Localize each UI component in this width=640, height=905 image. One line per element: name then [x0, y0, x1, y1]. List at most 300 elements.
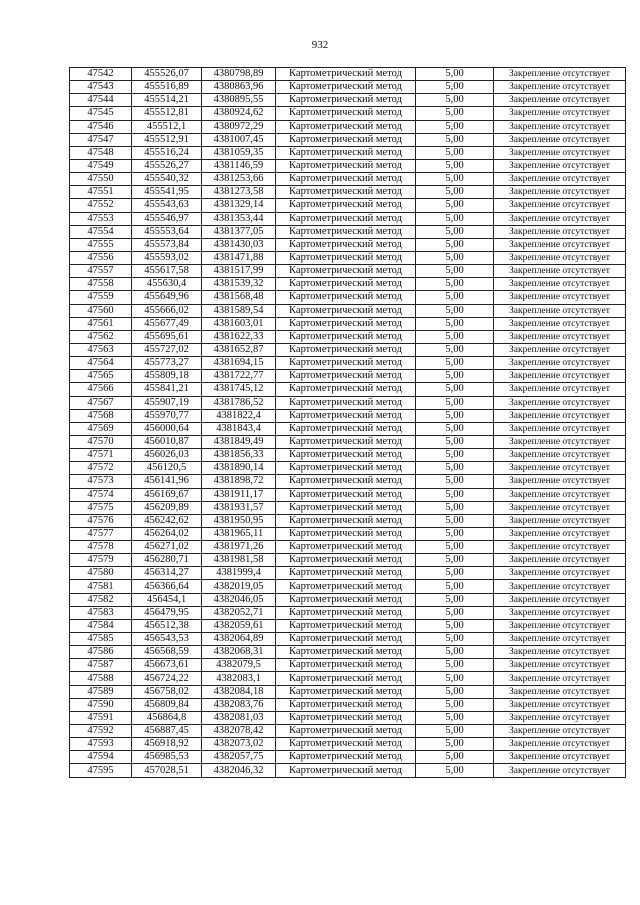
- accuracy-cell: 5,00: [416, 225, 494, 238]
- y-coordinate-cell: 4382046,32: [202, 764, 276, 777]
- fixing-cell: Закрепление отсутствует: [494, 409, 626, 422]
- method-cell: Картометрический метод: [276, 514, 416, 527]
- accuracy-cell: 5,00: [416, 68, 494, 81]
- table-row: [70, 751, 626, 764]
- table-row: [70, 646, 626, 659]
- fixing-cell: Закрепление отсутствует: [494, 685, 626, 698]
- point-number-cell: 47584: [70, 619, 132, 632]
- y-coordinate-cell: 4381622,33: [202, 330, 276, 343]
- point-number-cell: 47542: [70, 68, 132, 81]
- method-cell: Картометрический метод: [276, 554, 416, 567]
- point-number-cell: 47577: [70, 527, 132, 540]
- point-number-cell: 47579: [70, 554, 132, 567]
- table-row: [70, 291, 626, 304]
- table-row: [70, 238, 626, 251]
- x-coordinate-cell: 456169,67: [132, 488, 202, 501]
- method-cell: Картометрический метод: [276, 317, 416, 330]
- point-number-cell: 47545: [70, 107, 132, 120]
- y-coordinate-cell: 4381589,54: [202, 304, 276, 317]
- point-number-cell: 47595: [70, 764, 132, 777]
- page-number: 932: [311, 39, 329, 51]
- x-coordinate-cell: 455677,49: [132, 317, 202, 330]
- y-coordinate-cell: 4381253,66: [202, 173, 276, 186]
- method-cell: Картометрический метод: [276, 357, 416, 370]
- point-number-cell: 47587: [70, 659, 132, 672]
- method-cell: Картометрический метод: [276, 265, 416, 278]
- accuracy-cell: 5,00: [416, 606, 494, 619]
- point-number-cell: 47593: [70, 738, 132, 751]
- method-cell: Картометрический метод: [276, 422, 416, 435]
- x-coordinate-cell: 456918,92: [132, 738, 202, 751]
- y-coordinate-cell: 4380972,29: [202, 120, 276, 133]
- fixing-cell: Закрепление отсутствует: [494, 554, 626, 567]
- accuracy-cell: 5,00: [416, 291, 494, 304]
- point-number-cell: 47558: [70, 278, 132, 291]
- table-row: [70, 725, 626, 738]
- point-number-cell: 47591: [70, 711, 132, 724]
- method-cell: Картометрический метод: [276, 685, 416, 698]
- x-coordinate-cell: 456724,22: [132, 672, 202, 685]
- y-coordinate-cell: 4380924,62: [202, 107, 276, 120]
- x-coordinate-cell: 455809,18: [132, 370, 202, 383]
- x-coordinate-cell: 455907,19: [132, 396, 202, 409]
- point-number-cell: 47569: [70, 422, 132, 435]
- fixing-cell: Закрепление отсутствует: [494, 764, 626, 777]
- fixing-cell: Закрепление отсутствует: [494, 199, 626, 212]
- x-coordinate-cell: 456809,84: [132, 698, 202, 711]
- method-cell: Картометрический метод: [276, 633, 416, 646]
- fixing-cell: Закрепление отсутствует: [494, 422, 626, 435]
- accuracy-cell: 5,00: [416, 449, 494, 462]
- y-coordinate-cell: 4381329,14: [202, 199, 276, 212]
- fixing-cell: Закрепление отсутствует: [494, 81, 626, 94]
- x-coordinate-cell: 456568,59: [132, 646, 202, 659]
- method-cell: Картометрический метод: [276, 698, 416, 711]
- fixing-cell: Закрепление отсутствует: [494, 725, 626, 738]
- point-number-cell: 47543: [70, 81, 132, 94]
- method-cell: Картометрический метод: [276, 238, 416, 251]
- point-number-cell: 47546: [70, 120, 132, 133]
- y-coordinate-cell: 4380895,55: [202, 94, 276, 107]
- x-coordinate-cell: 456864,8: [132, 711, 202, 724]
- table-row: [70, 173, 626, 186]
- fixing-cell: Закрепление отсутствует: [494, 567, 626, 580]
- x-coordinate-cell: 455526,27: [132, 159, 202, 172]
- point-number-cell: 47549: [70, 159, 132, 172]
- point-number-cell: 47576: [70, 514, 132, 527]
- fixing-cell: Закрепление отсутствует: [494, 698, 626, 711]
- x-coordinate-cell: 456512,38: [132, 619, 202, 632]
- fixing-cell: Закрепление отсутствует: [494, 173, 626, 186]
- y-coordinate-cell: 4382079,5: [202, 659, 276, 672]
- method-cell: Картометрический метод: [276, 488, 416, 501]
- method-cell: Картометрический метод: [276, 659, 416, 672]
- y-coordinate-cell: 4381971,26: [202, 541, 276, 554]
- accuracy-cell: 5,00: [416, 186, 494, 199]
- table-row: [70, 698, 626, 711]
- method-cell: Картометрический метод: [276, 94, 416, 107]
- table-row: [70, 580, 626, 593]
- y-coordinate-cell: 4381950,95: [202, 514, 276, 527]
- fixing-cell: Закрепление отсутствует: [494, 619, 626, 632]
- x-coordinate-cell: 455649,96: [132, 291, 202, 304]
- fixing-cell: Закрепление отсутствует: [494, 120, 626, 133]
- x-coordinate-cell: 455541,95: [132, 186, 202, 199]
- accuracy-cell: 5,00: [416, 554, 494, 567]
- method-cell: Картометрический метод: [276, 449, 416, 462]
- point-number-cell: 47553: [70, 212, 132, 225]
- method-cell: Картометрический метод: [276, 751, 416, 764]
- fixing-cell: Закрепление отсутствует: [494, 527, 626, 540]
- y-coordinate-cell: 4381377,05: [202, 225, 276, 238]
- coordinates-table: [69, 67, 626, 778]
- fixing-cell: Закрепление отсутствует: [494, 672, 626, 685]
- fixing-cell: Закрепление отсутствует: [494, 514, 626, 527]
- y-coordinate-cell: 4381517,99: [202, 265, 276, 278]
- point-number-cell: 47552: [70, 199, 132, 212]
- x-coordinate-cell: 456985,53: [132, 751, 202, 764]
- table-row: [70, 357, 626, 370]
- method-cell: Картометрический метод: [276, 330, 416, 343]
- accuracy-cell: 5,00: [416, 593, 494, 606]
- accuracy-cell: 5,00: [416, 541, 494, 554]
- table-row: [70, 107, 626, 120]
- y-coordinate-cell: 4381856,33: [202, 449, 276, 462]
- x-coordinate-cell: 455512,81: [132, 107, 202, 120]
- x-coordinate-cell: 456454,1: [132, 593, 202, 606]
- y-coordinate-cell: 4381353,44: [202, 212, 276, 225]
- point-number-cell: 47575: [70, 501, 132, 514]
- y-coordinate-cell: 4382059,61: [202, 619, 276, 632]
- table-row: [70, 94, 626, 107]
- y-coordinate-cell: 4382064,89: [202, 633, 276, 646]
- accuracy-cell: 5,00: [416, 357, 494, 370]
- x-coordinate-cell: 455546,97: [132, 212, 202, 225]
- y-coordinate-cell: 4381786,52: [202, 396, 276, 409]
- y-coordinate-cell: 4381603,01: [202, 317, 276, 330]
- x-coordinate-cell: 455512,1: [132, 120, 202, 133]
- method-cell: Картометрический метод: [276, 606, 416, 619]
- method-cell: Картометрический метод: [276, 435, 416, 448]
- accuracy-cell: 5,00: [416, 475, 494, 488]
- accuracy-cell: 5,00: [416, 81, 494, 94]
- point-number-cell: 47560: [70, 304, 132, 317]
- table-row: [70, 449, 626, 462]
- table-row: [70, 251, 626, 264]
- method-cell: Картометрический метод: [276, 725, 416, 738]
- fixing-cell: Закрепление отсутствует: [494, 343, 626, 356]
- method-cell: Картометрический метод: [276, 593, 416, 606]
- accuracy-cell: 5,00: [416, 659, 494, 672]
- point-number-cell: 47556: [70, 251, 132, 264]
- point-number-cell: 47573: [70, 475, 132, 488]
- fixing-cell: Закрепление отсутствует: [494, 383, 626, 396]
- fixing-cell: Закрепление отсутствует: [494, 633, 626, 646]
- table-row: [70, 343, 626, 356]
- method-cell: Картометрический метод: [276, 527, 416, 540]
- x-coordinate-cell: 455695,61: [132, 330, 202, 343]
- y-coordinate-cell: 4381722,77: [202, 370, 276, 383]
- table-row: [70, 265, 626, 278]
- method-cell: Картометрический метод: [276, 291, 416, 304]
- point-number-cell: 47548: [70, 146, 132, 159]
- method-cell: Картометрический метод: [276, 711, 416, 724]
- fixing-cell: Закрепление отсутствует: [494, 370, 626, 383]
- x-coordinate-cell: 455526,07: [132, 68, 202, 81]
- method-cell: Картометрический метод: [276, 409, 416, 422]
- table-row: [70, 186, 626, 199]
- table-row: [70, 330, 626, 343]
- method-cell: Картометрический метод: [276, 107, 416, 120]
- table-row: [70, 396, 626, 409]
- x-coordinate-cell: 456314,27: [132, 567, 202, 580]
- point-number-cell: 47567: [70, 396, 132, 409]
- point-number-cell: 47590: [70, 698, 132, 711]
- table-row: [70, 593, 626, 606]
- method-cell: Картометрический метод: [276, 383, 416, 396]
- x-coordinate-cell: 456242,62: [132, 514, 202, 527]
- table-row: [70, 514, 626, 527]
- fixing-cell: Закрепление отсутствует: [494, 357, 626, 370]
- fixing-cell: Закрепление отсутствует: [494, 251, 626, 264]
- method-cell: Картометрический метод: [276, 738, 416, 751]
- fixing-cell: Закрепление отсутствует: [494, 435, 626, 448]
- x-coordinate-cell: 456141,96: [132, 475, 202, 488]
- accuracy-cell: 5,00: [416, 698, 494, 711]
- accuracy-cell: 5,00: [416, 409, 494, 422]
- accuracy-cell: 5,00: [416, 685, 494, 698]
- table-row: [70, 159, 626, 172]
- accuracy-cell: 5,00: [416, 633, 494, 646]
- point-number-cell: 47580: [70, 567, 132, 580]
- x-coordinate-cell: 456264,02: [132, 527, 202, 540]
- fixing-cell: Закрепление отсутствует: [494, 225, 626, 238]
- table-row: [70, 606, 626, 619]
- point-number-cell: 47589: [70, 685, 132, 698]
- method-cell: Картометрический метод: [276, 186, 416, 199]
- fixing-cell: Закрепление отсутствует: [494, 462, 626, 475]
- accuracy-cell: 5,00: [416, 343, 494, 356]
- fixing-cell: Закрепление отсутствует: [494, 159, 626, 172]
- point-number-cell: 47571: [70, 449, 132, 462]
- point-number-cell: 47586: [70, 646, 132, 659]
- table-row: [70, 146, 626, 159]
- point-number-cell: 47566: [70, 383, 132, 396]
- point-number-cell: 47561: [70, 317, 132, 330]
- method-cell: Картометрический метод: [276, 173, 416, 186]
- table-row: [70, 409, 626, 422]
- fixing-cell: Закрепление отсутствует: [494, 304, 626, 317]
- fixing-cell: Закрепление отсутствует: [494, 711, 626, 724]
- y-coordinate-cell: 4382084,18: [202, 685, 276, 698]
- y-coordinate-cell: 4380798,89: [202, 68, 276, 81]
- point-number-cell: 47544: [70, 94, 132, 107]
- y-coordinate-cell: 4381745,12: [202, 383, 276, 396]
- fixing-cell: Закрепление отсутствует: [494, 396, 626, 409]
- method-cell: Картометрический метод: [276, 580, 416, 593]
- method-cell: Картометрический метод: [276, 304, 416, 317]
- x-coordinate-cell: 456000,64: [132, 422, 202, 435]
- fixing-cell: Закрепление отсутствует: [494, 646, 626, 659]
- table-row: [70, 685, 626, 698]
- table-row: [70, 554, 626, 567]
- method-cell: Картометрический метод: [276, 646, 416, 659]
- point-number-cell: 47572: [70, 462, 132, 475]
- accuracy-cell: 5,00: [416, 501, 494, 514]
- y-coordinate-cell: 4380863,96: [202, 81, 276, 94]
- method-cell: Картометрический метод: [276, 278, 416, 291]
- method-cell: Картометрический метод: [276, 199, 416, 212]
- method-cell: Картометрический метод: [276, 212, 416, 225]
- y-coordinate-cell: 4382073,02: [202, 738, 276, 751]
- method-cell: Картометрический метод: [276, 462, 416, 475]
- method-cell: Картометрический метод: [276, 567, 416, 580]
- method-cell: Картометрический метод: [276, 501, 416, 514]
- method-cell: Картометрический метод: [276, 541, 416, 554]
- x-coordinate-cell: 456758,02: [132, 685, 202, 698]
- accuracy-cell: 5,00: [416, 173, 494, 186]
- table-row: [70, 133, 626, 146]
- accuracy-cell: 5,00: [416, 580, 494, 593]
- method-cell: Картометрический метод: [276, 225, 416, 238]
- x-coordinate-cell: 455573,84: [132, 238, 202, 251]
- x-coordinate-cell: 456120,5: [132, 462, 202, 475]
- method-cell: Картометрический метод: [276, 251, 416, 264]
- table-row: [70, 711, 626, 724]
- y-coordinate-cell: 4381981,58: [202, 554, 276, 567]
- method-cell: Картометрический метод: [276, 764, 416, 777]
- fixing-cell: Закрепление отсутствует: [494, 606, 626, 619]
- point-number-cell: 47578: [70, 541, 132, 554]
- accuracy-cell: 5,00: [416, 251, 494, 264]
- point-number-cell: 47583: [70, 606, 132, 619]
- y-coordinate-cell: 4381843,4: [202, 422, 276, 435]
- y-coordinate-cell: 4381273,58: [202, 186, 276, 199]
- coordinates-table-body: [70, 68, 626, 778]
- table-row: [70, 68, 626, 81]
- point-number-cell: 47554: [70, 225, 132, 238]
- fixing-cell: Закрепление отсутствует: [494, 580, 626, 593]
- fixing-cell: Закрепление отсутствует: [494, 738, 626, 751]
- y-coordinate-cell: 4382081,03: [202, 711, 276, 724]
- fixing-cell: Закрепление отсутствует: [494, 593, 626, 606]
- point-number-cell: 47559: [70, 291, 132, 304]
- table-row: [70, 225, 626, 238]
- table-row: [70, 501, 626, 514]
- method-cell: Картометрический метод: [276, 81, 416, 94]
- table-row: [70, 488, 626, 501]
- y-coordinate-cell: 4381911,17: [202, 488, 276, 501]
- accuracy-cell: 5,00: [416, 527, 494, 540]
- table-row: [70, 278, 626, 291]
- accuracy-cell: 5,00: [416, 107, 494, 120]
- y-coordinate-cell: 4381568,48: [202, 291, 276, 304]
- point-number-cell: 47551: [70, 186, 132, 199]
- fixing-cell: Закрепление отсутствует: [494, 488, 626, 501]
- table-row: [70, 199, 626, 212]
- accuracy-cell: 5,00: [416, 238, 494, 251]
- y-coordinate-cell: 4381539,32: [202, 278, 276, 291]
- x-coordinate-cell: 456366,64: [132, 580, 202, 593]
- accuracy-cell: 5,00: [416, 764, 494, 777]
- accuracy-cell: 5,00: [416, 738, 494, 751]
- x-coordinate-cell: 455514,21: [132, 94, 202, 107]
- point-number-cell: 47594: [70, 751, 132, 764]
- accuracy-cell: 5,00: [416, 370, 494, 383]
- point-number-cell: 47582: [70, 593, 132, 606]
- method-cell: Картометрический метод: [276, 159, 416, 172]
- x-coordinate-cell: 456673,61: [132, 659, 202, 672]
- y-coordinate-cell: 4381849,49: [202, 435, 276, 448]
- table-row: [70, 527, 626, 540]
- y-coordinate-cell: 4381822,4: [202, 409, 276, 422]
- accuracy-cell: 5,00: [416, 120, 494, 133]
- accuracy-cell: 5,00: [416, 212, 494, 225]
- y-coordinate-cell: 4381898,72: [202, 475, 276, 488]
- fixing-cell: Закрепление отсутствует: [494, 238, 626, 251]
- fixing-cell: Закрепление отсутствует: [494, 501, 626, 514]
- method-cell: Картометрический метод: [276, 120, 416, 133]
- table-row: [70, 435, 626, 448]
- accuracy-cell: 5,00: [416, 304, 494, 317]
- y-coordinate-cell: 4382046,05: [202, 593, 276, 606]
- accuracy-cell: 5,00: [416, 646, 494, 659]
- y-coordinate-cell: 4381059,35: [202, 146, 276, 159]
- fixing-cell: Закрепление отсутствует: [494, 212, 626, 225]
- y-coordinate-cell: 4382052,71: [202, 606, 276, 619]
- accuracy-cell: 5,00: [416, 711, 494, 724]
- accuracy-cell: 5,00: [416, 146, 494, 159]
- table-row: [70, 304, 626, 317]
- point-number-cell: 47547: [70, 133, 132, 146]
- y-coordinate-cell: 4381652,87: [202, 343, 276, 356]
- x-coordinate-cell: 456010,87: [132, 435, 202, 448]
- table-row: [70, 659, 626, 672]
- accuracy-cell: 5,00: [416, 514, 494, 527]
- fixing-cell: Закрепление отсутствует: [494, 449, 626, 462]
- y-coordinate-cell: 4382078,42: [202, 725, 276, 738]
- x-coordinate-cell: 456479,95: [132, 606, 202, 619]
- x-coordinate-cell: 455727,02: [132, 343, 202, 356]
- y-coordinate-cell: 4382083,76: [202, 698, 276, 711]
- y-coordinate-cell: 4381146,59: [202, 159, 276, 172]
- x-coordinate-cell: 455630,4: [132, 278, 202, 291]
- accuracy-cell: 5,00: [416, 94, 494, 107]
- table-row: [70, 317, 626, 330]
- fixing-cell: Закрепление отсутствует: [494, 475, 626, 488]
- fixing-cell: Закрепление отсутствует: [494, 186, 626, 199]
- method-cell: Картометрический метод: [276, 396, 416, 409]
- method-cell: Картометрический метод: [276, 146, 416, 159]
- accuracy-cell: 5,00: [416, 133, 494, 146]
- fixing-cell: Закрепление отсутствует: [494, 146, 626, 159]
- y-coordinate-cell: 4382057,75: [202, 751, 276, 764]
- table-row: [70, 422, 626, 435]
- method-cell: Картометрический метод: [276, 475, 416, 488]
- method-cell: Картометрический метод: [276, 672, 416, 685]
- accuracy-cell: 5,00: [416, 567, 494, 580]
- x-coordinate-cell: 455593,02: [132, 251, 202, 264]
- point-number-cell: 47574: [70, 488, 132, 501]
- x-coordinate-cell: 456543,53: [132, 633, 202, 646]
- method-cell: Картометрический метод: [276, 133, 416, 146]
- table-row: [70, 619, 626, 632]
- accuracy-cell: 5,00: [416, 619, 494, 632]
- x-coordinate-cell: 455841,21: [132, 383, 202, 396]
- fixing-cell: Закрепление отсутствует: [494, 330, 626, 343]
- table-row: [70, 475, 626, 488]
- fixing-cell: Закрепление отсутствует: [494, 107, 626, 120]
